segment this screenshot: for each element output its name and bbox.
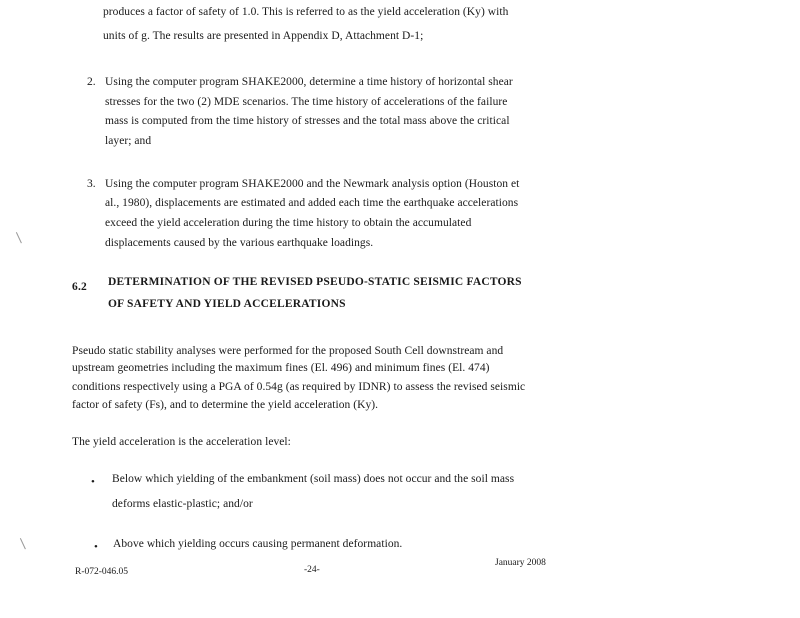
item2-line-4: layer; and	[105, 135, 152, 147]
bullet-1-line-2: deforms elastic-plastic; and/or	[112, 498, 253, 510]
item3-number: 3.	[87, 178, 96, 190]
footer-page-number: -24-	[304, 565, 320, 575]
paragraph1-line-2: upstream geometries including the maximum fines (El. 496) and minimum fines (El. 474)	[72, 362, 490, 374]
item3-line-1: Using the computer program SHAKE2000 and the Newmark analysis option (Houston et	[105, 178, 520, 190]
item2-line-2: stresses for the two (2) MDE scenarios. The time history of accelerations of the failure	[105, 96, 508, 108]
item2-line-1: Using the computer program SHAKE2000, determine a time history of horizontal shear	[105, 76, 513, 88]
section-number: 6.2	[72, 281, 87, 293]
paragraph2-text: The yield acceleration is the acceleration level:	[72, 436, 291, 448]
item2-number: 2.	[87, 76, 96, 88]
bullet-1-symbol: •	[91, 476, 95, 488]
footer-date: January 2008	[495, 558, 546, 568]
item3-line-4: displacements caused by the various earthquake loadings.	[105, 237, 374, 249]
bullet-2-line-1: Above which yielding occurs causing permanent deformation.	[113, 538, 403, 550]
section-title-line-1: DETERMINATION OF THE REVISED PSEUDO-STATIC SEISMIC FACTORS	[108, 276, 522, 288]
scan-mark-1	[16, 229, 29, 244]
section-title-line-2: OF SAFETY AND YIELD ACCELERATIONS	[108, 298, 346, 310]
item3-line-2: al., 1980), displacements are estimated and added each time the earthquake accelerations	[105, 197, 519, 209]
item2-line-3: mass is computed from the time history of stresses and the total mass above the critical	[105, 115, 510, 127]
paragraph1-line-4: factor of safety (Fs), and to determine the yield acceleration (Ky).	[72, 399, 379, 411]
bullet-2-symbol: •	[94, 541, 98, 553]
item1-line-1: produces a factor of safety of 1.0. This is referred to as the yield acceleration (Ky) with	[103, 6, 509, 18]
paragraph1-line-1: Pseudo static stability analyses were performed for the proposed South Cell downstream and	[72, 345, 504, 357]
item1-line-2: units of g. The results are presented in Appendix D, Attachment D-1;	[103, 30, 424, 42]
footer-doc-id: R-072-046.05	[75, 567, 129, 577]
item3-line-3: exceed the yield acceleration during the time history to obtain the accumulated	[105, 217, 472, 229]
bullet-1-line-1: Below which yielding of the embankment (soil mass) does not occur and the soil mass	[112, 473, 515, 485]
paragraph1-line-3: conditions respectively using a PGA of 0.54g (as required by IDNR) to assess the revised seismic	[72, 381, 526, 393]
scan-mark-2	[20, 535, 33, 550]
